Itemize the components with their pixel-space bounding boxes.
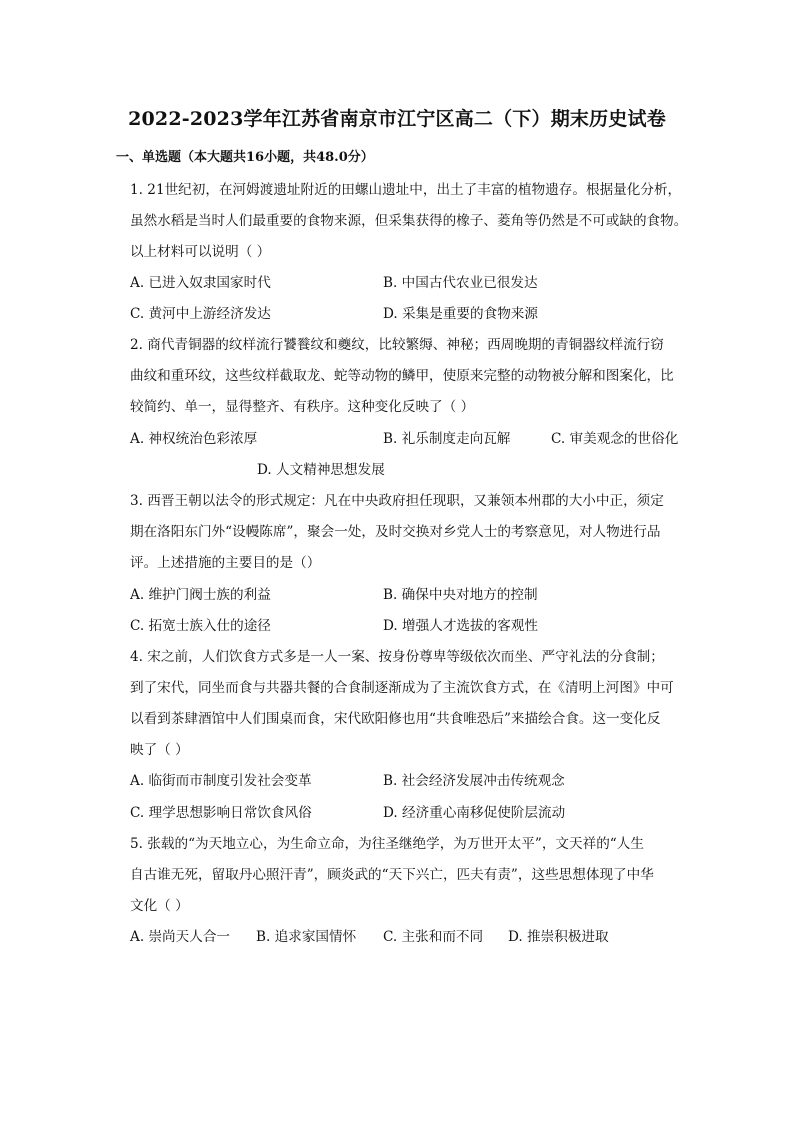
question-3-line-3: 评。上述措施的主要目的是（） (130, 555, 321, 571)
question-5-option-c: C. 主张和而不同 (383, 929, 484, 945)
question-4-option-b: B. 社会经济发展冲击传统观念 (383, 773, 565, 789)
question-2-line-1: 2. 商代青铜器的纹样流行饕餮纹和夔纹，比较繁缛、神秘；西周晚期的青铜器纹样流行窃 (130, 337, 664, 353)
question-2-option-d: D. 人文精神思想发展 (257, 462, 385, 478)
question-3-option-d: D. 增强人才选拔的客观性 (383, 618, 538, 634)
question-2-line-3: 较简约、单一，显得整齐、有秩序。这种变化反映了（ ） (130, 399, 475, 415)
question-1-line-3: 以上材料可以说明（ ） (130, 244, 271, 260)
question-1-line-1: 1. 21世纪初，在河姆渡遗址附近的田螺山遗址中，出土了丰富的植物遗存。根据量化分析， (130, 182, 682, 198)
question-4-option-d: D. 经济重心南移促使阶层流动 (383, 805, 566, 821)
question-4-line-2: 到了宋代，同坐而食与共器共餐的合食制逐渐成为了主流饮食方式，在《清明上河图》中可 (130, 680, 674, 696)
question-3-line-1: 3. 西晋王朝以法令的形式规定：凡在中央政府担任现职，又兼领本州郡的大小中正，须定 (130, 493, 664, 509)
question-2-option-b: B. 礼乐制度走向瓦解 (383, 431, 511, 447)
question-2-line-2: 曲纹和重环纹，这些纹样截取龙、蛇等动物的鳞甲，使原来完整的动物被分解和图案化，比 (130, 368, 674, 384)
question-2-option-a: A. 神权统治色彩浓厚 (130, 431, 258, 447)
question-3-option-a: A. 维护门阀士族的利益 (130, 587, 271, 603)
question-1-option-b: B. 中国古代农业已很发达 (383, 275, 538, 291)
exam-title: 2022-2023学年江苏省南京市江宁区高二（下）期末历史试卷 (128, 108, 666, 130)
question-5-option-a: A. 崇尚天人合一 (130, 929, 231, 945)
question-5-line-1: 5. 张载的“为天地立心，为生命立命，为往圣继绝学，为万世开太平”，文天祥的“人生 (130, 836, 644, 852)
question-4-line-1: 4. 宋之前，人们饮食方式多是一人一案、按身份尊卑等级依次而坐、严守礼法的分食制； (130, 649, 664, 665)
question-1-line-2: 虽然水稻是当时人们最重要的食物来源，但采集获得的橡子、菱角等仍然是不可或缺的食物。 (130, 213, 688, 229)
question-4-line-3: 以看到茶肆酒馆中人们围桌而食，宋代欧阳修也用“共食唯恐后”来描绘合食。这一变化反 (130, 711, 661, 727)
question-3-line-2: 期在洛阳东门外“设幔陈席”，聚会一处，及时交换对乡党人士的考察意见，对人物进行品 (130, 524, 661, 540)
question-2-option-c: C. 审美观念的世俗化 (551, 431, 679, 447)
question-4-line-4: 映了（ ） (130, 742, 189, 758)
question-5-line-3: 文化（ ） (130, 898, 189, 914)
question-4-option-a: A. 临街而市制度引发社会变革 (130, 773, 312, 789)
question-3-option-b: B. 确保中央对地方的控制 (383, 587, 538, 603)
question-5-line-2: 自古谁无死，留取丹心照汗青”，顾炎武的“天下兴亡，匹夫有责”，这些思想体现了中华 (130, 867, 654, 883)
question-5-option-d: D. 推崇积极进取 (508, 929, 609, 945)
section-heading: 一、单选题（本大题共16小题，共48.0分） (116, 150, 374, 165)
question-4-option-c: C. 理学思想影响日常饮食风俗 (130, 805, 312, 821)
question-3-option-c: C. 拓宽士族入仕的途径 (130, 618, 271, 634)
question-1-option-a: A. 已进入奴隶国家时代 (130, 275, 271, 291)
question-1-option-c: C. 黄河中上游经济发达 (130, 306, 271, 322)
question-1-option-d: D. 采集是重要的食物来源 (383, 306, 538, 322)
question-5-option-b: B. 追求家国情怀 (256, 929, 357, 945)
